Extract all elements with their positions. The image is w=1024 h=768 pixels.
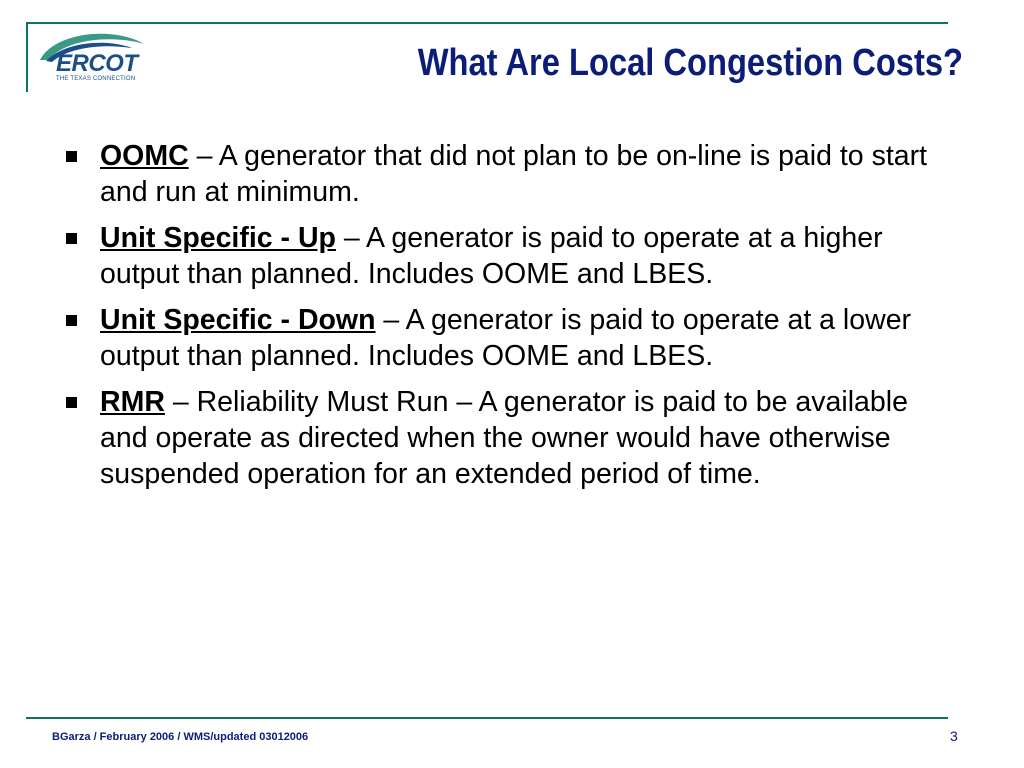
square-bullet-icon	[66, 151, 77, 162]
square-bullet-icon	[66, 315, 77, 326]
ercot-logo	[34, 30, 154, 85]
logo-tagline: THE TEXAS CONNECTION	[56, 76, 136, 82]
bullet-term: Unit Specific - Down	[100, 304, 376, 336]
bullet-list	[66, 138, 956, 502]
bullet-text: – A generator is paid to operate at a lower output than planned. Includes OOME and LBES.	[100, 304, 912, 372]
page-number: 3	[950, 728, 958, 744]
bullet-text: – Reliability Must Run – A generator is paid to be available and operate as directed when the owner would have otherwise suspended operation for an extended period of time.	[100, 386, 908, 490]
bullet-term: OOMC	[100, 140, 189, 172]
bullet-item-rmr	[66, 384, 956, 492]
bullet-item-unit-specific-down	[66, 302, 956, 374]
footer-text: BGarza / February 2006 / WMS/updated 03012006	[52, 731, 309, 743]
bullet-item-oomc	[66, 138, 956, 210]
bullet-text: – A generator that did not plan to be on-line is paid to start and run at minimum.	[100, 140, 927, 208]
header-rule	[26, 22, 948, 24]
square-bullet-icon	[66, 233, 77, 244]
footer-rule	[26, 717, 948, 719]
bullet-text: – A generator is paid to operate at a higher output than planned. Includes OOME and LBES.	[100, 222, 883, 290]
header-left-rule	[26, 22, 28, 92]
square-bullet-icon	[66, 397, 77, 408]
logo-wordmark: ERCOT	[56, 50, 138, 77]
slide-title: What Are Local Congestion Costs?	[417, 42, 964, 84]
bullet-term: RMR	[100, 386, 165, 418]
bullet-item-unit-specific-up	[66, 220, 956, 292]
bullet-term: Unit Specific - Up	[100, 222, 336, 254]
